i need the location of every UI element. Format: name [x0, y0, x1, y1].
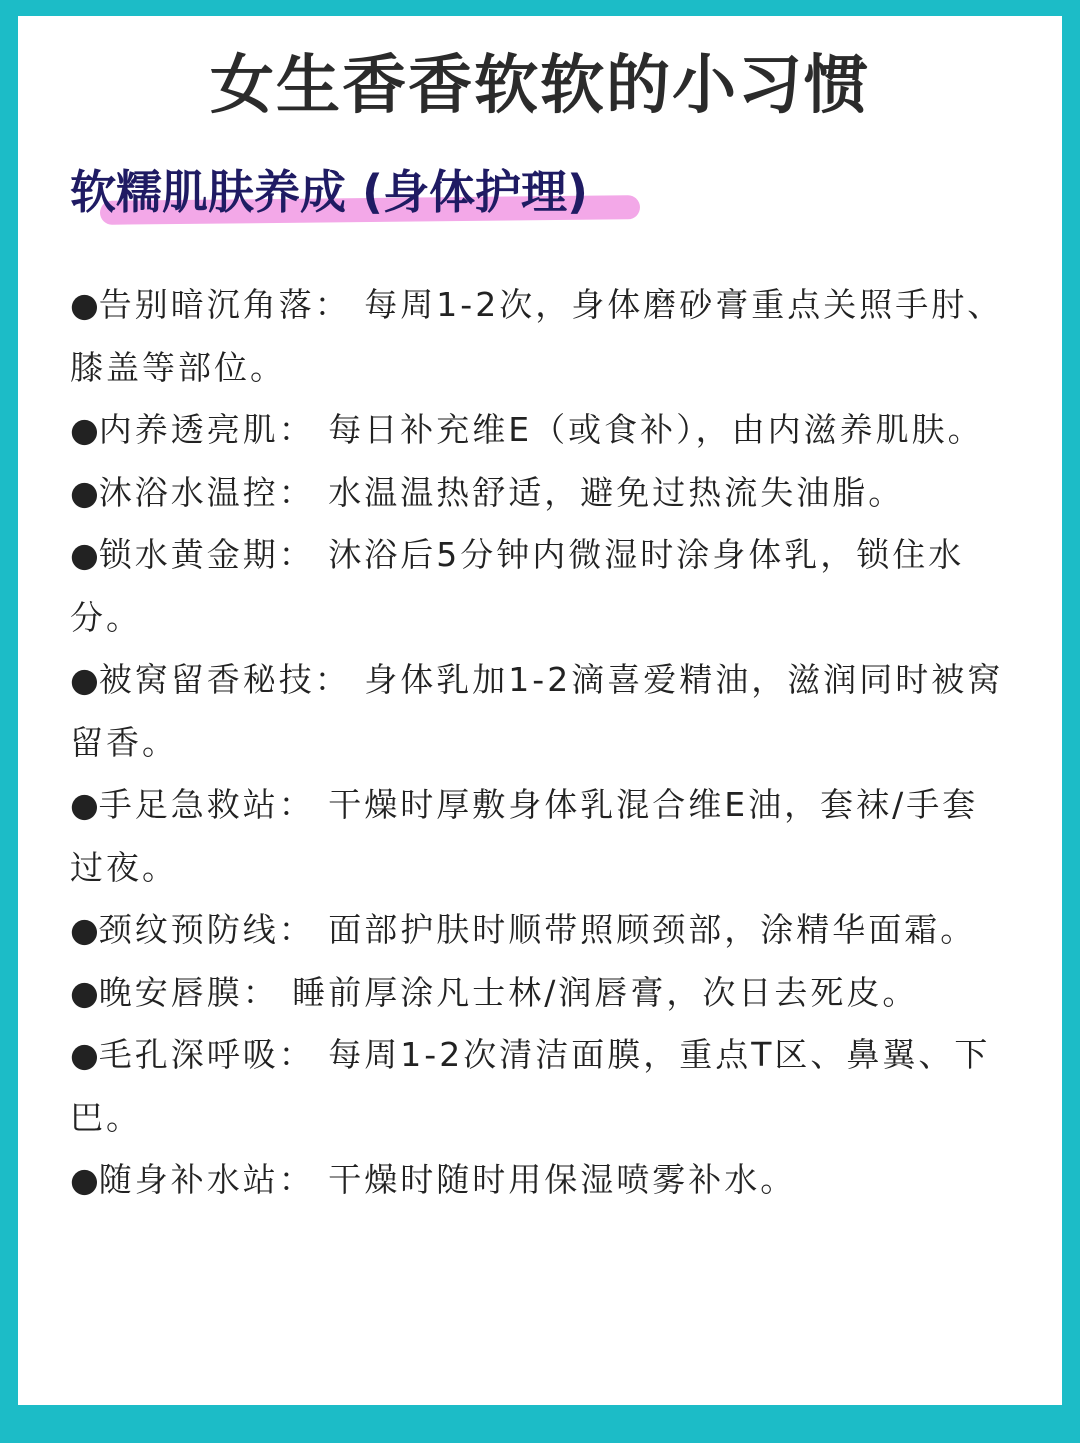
bullet-dot-icon: ●: [70, 472, 99, 512]
tip-item: [70, 462, 1010, 525]
tip-item: [70, 649, 1010, 774]
tip-text: 身体乳加1-2滴喜爱精油，滋润同时被窝留香。: [70, 660, 1004, 762]
tip-label: 内养透亮肌：: [98, 410, 315, 449]
tip-label: 沐浴水温控：: [98, 472, 315, 512]
section-heading: [70, 162, 588, 232]
tip-label: 毛孔深呼吸：: [98, 1035, 315, 1074]
tip-label: 锁水黄金期：: [98, 535, 315, 574]
bullet-dot-icon: ●: [70, 285, 99, 324]
tip-item: [70, 1149, 1010, 1212]
tip-label: 告别暗沉角落：: [98, 285, 351, 324]
bullet-dot-icon: ●: [70, 410, 99, 449]
tip-item: [70, 774, 1010, 899]
tip-item: [70, 899, 1010, 962]
tip-label: 随身补水站：: [98, 1160, 315, 1199]
tip-text: 面部护肤时顺带照顾颈部，涂精华面霜。: [328, 910, 977, 949]
tip-label: 手足急救站：: [98, 785, 315, 824]
page-title: 女生香香软软的小习惯: [210, 49, 870, 123]
bullet-dot-icon: ●: [70, 785, 99, 824]
tip-item: [70, 1024, 1010, 1149]
tip-text: 沐浴后5分钟内微湿时涂身体乳，锁住水分。: [70, 535, 965, 637]
bullet-dot-icon: ●: [70, 535, 99, 574]
tip-item: [70, 962, 1010, 1025]
tip-label: 晚安唇膜：: [98, 972, 279, 1012]
bullet-dot-icon: ●: [70, 910, 99, 949]
bullet-dot-icon: ●: [70, 660, 99, 699]
tips-list: [70, 274, 1010, 1212]
section-heading-text: 软糯肌肤养成 (身体护理): [70, 165, 589, 219]
tip-label: 颈纹预防线：: [98, 910, 315, 949]
bullet-dot-icon: ●: [70, 1035, 99, 1074]
tip-label: 被窝留香秘技：: [98, 660, 351, 699]
tip-text: 睡前厚涂凡士林/润唇膏，次日去死皮。: [292, 972, 919, 1012]
tip-text: 干燥时厚敷身体乳混合维E油，套袜/手套过夜。: [70, 785, 979, 887]
tip-item: [70, 399, 1010, 462]
bullet-dot-icon: ●: [70, 972, 99, 1012]
tip-item: [70, 274, 1010, 399]
tip-text: 每日补充维E（或食补），由内滋养肌肤。: [328, 410, 984, 449]
tip-item: [70, 524, 1010, 649]
tip-text: 水温温热舒适，避免过热流失油脂。: [328, 472, 905, 512]
tip-text: 干燥时随时用保湿喷雾补水。: [328, 1160, 797, 1199]
tip-text: 每周1-2次清洁面膜，重点T区、鼻翼、下巴。: [70, 1035, 991, 1137]
bullet-dot-icon: ●: [70, 1160, 99, 1199]
tip-text: 每周1-2次，身体磨砂膏重点关照手肘、膝盖等部位。: [70, 285, 1004, 387]
content-card: [18, 16, 1062, 1405]
